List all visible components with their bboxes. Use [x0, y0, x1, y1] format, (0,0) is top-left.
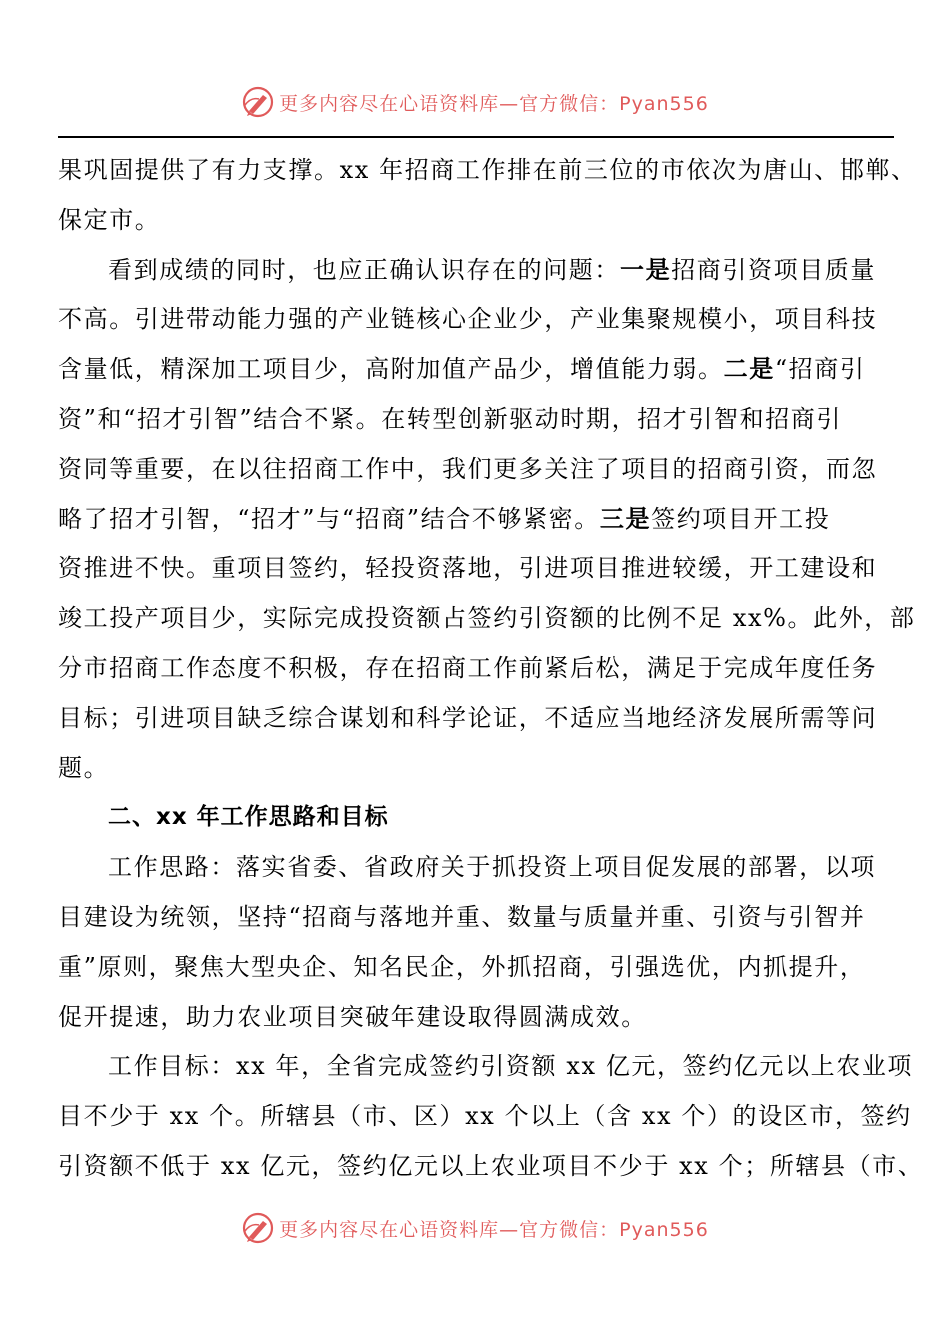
paragraph-continuation: [58, 146, 917, 246]
text-line: 题。: [58, 753, 110, 782]
paragraph-work-ideas: [58, 843, 896, 1042]
text-line: 目不少于 xx 个。所辖县（市、区）xx 个以上（含 xx 个）的设区市，签约: [58, 1102, 912, 1131]
pen-logo-icon: [241, 1211, 275, 1245]
text-line: 重”原则，聚焦大型央企、知名民企，外抓招商，引强选优，内抓提升，: [58, 952, 866, 981]
bold-label-third: 三是: [599, 504, 652, 533]
text-line: 果巩固提供了有力支撑。xx 年招商工作排在前三位的市依次为唐山、邯郸、: [58, 156, 917, 184]
text-line: [58, 345, 896, 395]
header-divider: [58, 136, 894, 138]
text-line: 不高。引进带动能力强的产业链核心企业少，产业集聚规模小，项目科技: [58, 305, 878, 334]
text-line: 资同等重要，在以往招商工作中，我们更多关注了项目的招商引资，而忽: [58, 454, 878, 483]
bold-label-second: 二是: [723, 355, 775, 384]
text-line: 资”和“招才引智”结合不紧。在转型创新驱动时期，招才引智和招商引: [58, 404, 843, 433]
header-watermark: [0, 82, 950, 122]
text-line: 分市招商工作态度不积极，存在招商工作前紧后松，满足于完成年度任务: [58, 653, 878, 682]
section-heading-wrapper: [58, 793, 896, 843]
document-body: [58, 146, 924, 1192]
text-line: 目标；引进项目缺乏综合谋划和科学论证，不适应当地经济发展所需等问: [58, 703, 878, 732]
section-heading: 二、xx 年工作思路和目标: [108, 804, 389, 831]
text-line: [58, 246, 896, 296]
text-line: 目建设为统领，坚持“招商与落地并重、数量与质量并重、引资与引智并: [58, 902, 866, 931]
text-line: 引资额不低于 xx 亿元，签约亿元以上农业项目不少于 xx 个；所辖县（市、: [58, 1151, 924, 1180]
paragraph-work-goals: [58, 1042, 924, 1191]
text-span: 含量低，精深加工项目少，高附加值产品少，增值能力弱。: [58, 355, 724, 384]
text-line: 竣工投产项目少，实际完成投资额占签约引资额的比例不足 xx%。此外，部: [58, 604, 916, 633]
bold-label-first: 一是: [620, 255, 672, 284]
text-line: 工作思路：落实省委、省政府关于抓投资上项目促发展的部署，以项: [108, 853, 876, 882]
pen-logo-icon: [241, 85, 275, 119]
text-line: 保定市。: [58, 205, 161, 234]
text-line: 工作目标：xx 年，全省完成签约引资额 xx 亿元，签约亿元以上农业项: [108, 1052, 914, 1081]
footer-watermark: [0, 1208, 950, 1248]
watermark-text: 更多内容尽在心语资料库—官方微信：Pyan556: [279, 1218, 709, 1241]
text-span: 看到成绩的同时，也应正确认识存在的问题：: [108, 255, 620, 284]
text-line: 资推进不快。重项目签约，轻投资落地，引进项目推进较缓，开工建设和: [58, 554, 878, 583]
text-span: 略了招才引智，“招才”与“招商”结合不够紧密。: [58, 504, 600, 533]
text-span: “招商引: [774, 355, 866, 384]
text-span: 招商引资项目质量: [671, 255, 877, 284]
text-line: 促开提速，助力农业项目突破年建设取得圆满成效。: [58, 1002, 647, 1031]
text-line: [58, 495, 896, 545]
text-span: 签约项目开工投: [651, 504, 831, 533]
watermark-text: 更多内容尽在心语资料库—官方微信：Pyan556: [279, 92, 709, 115]
paragraph-problems: [58, 246, 916, 794]
